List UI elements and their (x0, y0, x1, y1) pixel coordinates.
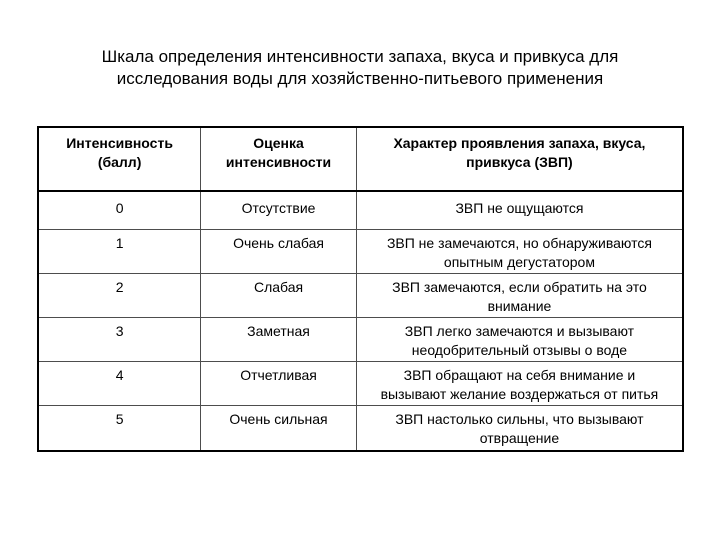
description-line-1: ЗВП замечаются, если обратить на это (392, 278, 647, 295)
description-cell (356, 191, 683, 229)
table-row (38, 361, 683, 405)
description-line-2: вызывают желание воздержаться от питья (380, 385, 659, 402)
rating-cell: Слабая (201, 273, 357, 317)
header-character-description (356, 127, 683, 191)
intensity-scale-table (37, 126, 684, 452)
rating-cell: Заметная (201, 317, 357, 361)
description-line-2: опытным дегустатором (443, 253, 595, 270)
description-cell (356, 229, 683, 273)
page-title (40, 46, 680, 90)
score-cell: 4 (38, 361, 201, 405)
header-character-description-line-2: привкуса (ЗВП) (466, 154, 573, 170)
header-intensity-score-line-2: (балл) (97, 154, 142, 170)
rating-cell: Отчетливая (201, 361, 357, 405)
score-cell: 2 (38, 273, 201, 317)
header-intensity-score-line-1: Интенсивность (66, 135, 173, 151)
description-line-2: неодобрительный отзывы о воде (411, 341, 628, 358)
table-row (38, 191, 683, 229)
page-title-line-2: исследования воды для хозяйственно-питьевого применения (116, 69, 604, 88)
description-line-1: ЗВП обращают на себя внимание и (403, 366, 636, 383)
description-line-1: ЗВП не замечаются, но обнаруживаются (386, 234, 652, 251)
description-line-1: ЗВП не ощущаются (455, 200, 584, 216)
score-cell: 5 (38, 405, 201, 451)
description-cell (356, 317, 683, 361)
rating-cell: Отсутствие (201, 191, 357, 229)
header-intensity-rating (201, 127, 357, 191)
rating-cell: Очень сильная (201, 405, 357, 451)
table-row (38, 317, 683, 361)
table-row (38, 273, 683, 317)
description-line-1: ЗВП легко замечаются и вызывают (404, 322, 635, 339)
description-line-2: внимание (487, 297, 552, 314)
table-row (38, 229, 683, 273)
rating-cell: Очень слабая (201, 229, 357, 273)
description-line-2: отвращение (479, 429, 560, 446)
score-cell: 1 (38, 229, 201, 273)
header-intensity-rating-line-2: интенсивности (225, 154, 332, 170)
score-cell: 0 (38, 191, 201, 229)
table-row (38, 405, 683, 451)
description-cell (356, 405, 683, 451)
score-cell: 3 (38, 317, 201, 361)
header-intensity-rating-line-1: Оценка (253, 135, 304, 151)
header-character-description-line-1: Характер проявления запаха, вкуса, (393, 135, 646, 151)
description-line-1: ЗВП настолько сильны, что вызывают (395, 410, 644, 427)
description-cell (356, 361, 683, 405)
header-intensity-score (38, 127, 201, 191)
description-cell (356, 273, 683, 317)
table-header-row (38, 127, 683, 191)
page-title-line-1: Шкала определения интенсивности запаха, вкуса и привкуса для (101, 47, 619, 66)
